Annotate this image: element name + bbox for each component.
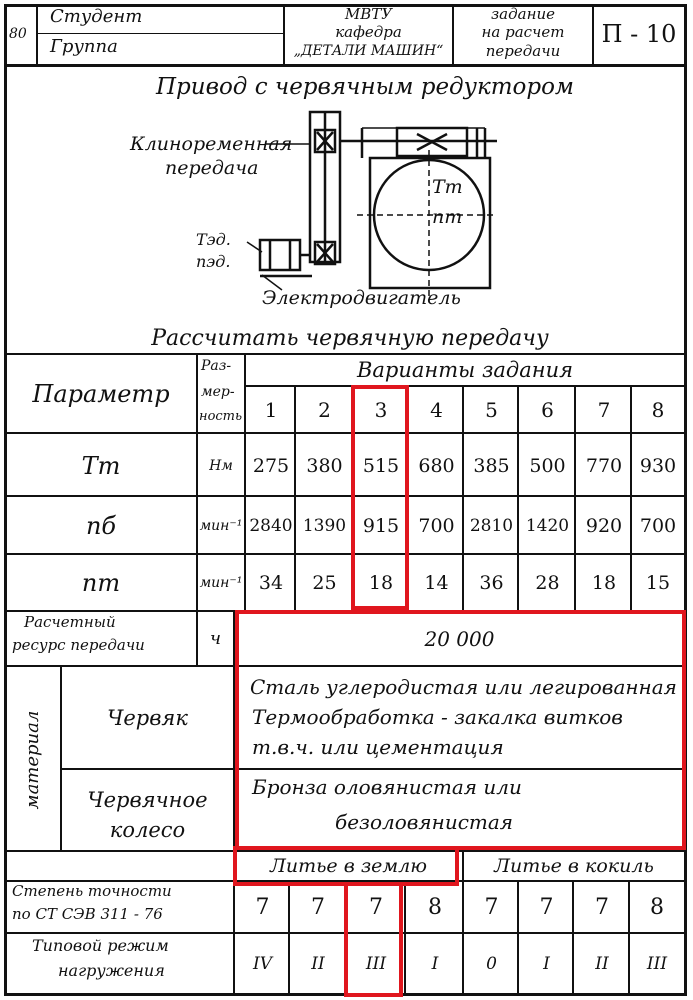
table-cell: 1420: [525, 516, 570, 536]
load-value: II: [311, 953, 325, 974]
table-cell: 18: [591, 571, 617, 594]
wheel-material-1: Бронза оловянистая или: [252, 775, 522, 799]
output-speed-label: nт: [432, 206, 463, 228]
task-line-2: на расчет: [481, 23, 565, 41]
accuracy-value: 7: [595, 894, 609, 920]
load-label-2: нагружения: [58, 961, 165, 980]
table-cell: 275: [252, 454, 290, 477]
variant-number-2: 2: [318, 397, 331, 422]
worm-material-3: т.в.ч. или цементация: [252, 735, 504, 759]
task-code: П - 10: [601, 20, 677, 48]
header-bottom-line: [4, 64, 687, 67]
task-line-3: передачи: [485, 42, 561, 60]
casting-chill: Литье в кокиль: [494, 855, 654, 877]
load-value: IV: [253, 953, 272, 974]
param-unit: мин⁻¹: [199, 574, 243, 591]
belt-label-line-2: передача: [165, 157, 259, 179]
accuracy-label-1: Степень точности: [12, 882, 172, 900]
load-label-1: Типовой режим: [32, 936, 169, 955]
highlight-resource-material: [235, 610, 686, 850]
accuracy-value: 7: [539, 894, 554, 920]
table-cell: 18: [368, 571, 394, 594]
param-name: Tт: [81, 451, 121, 480]
table-cell: 680: [418, 454, 455, 477]
worm-label: Червяк: [107, 705, 188, 730]
param-header: Параметр: [32, 379, 170, 408]
dim-header-1: Раз-: [201, 358, 232, 374]
resource-value: 20 000: [424, 626, 495, 651]
load-value: III: [365, 953, 387, 974]
wheel-label-2: колесо: [109, 818, 186, 842]
load-value: 0: [486, 953, 497, 974]
table-cell: 385: [473, 454, 510, 477]
variant-number-6: 6: [541, 397, 554, 422]
resource-label-2: ресурс передачи: [12, 636, 145, 654]
student-label: Студент: [50, 6, 143, 27]
variants-header: Варианты задания: [356, 358, 574, 382]
accuracy-value: 7: [484, 894, 499, 920]
worm-material-2: Термообработка - закалка витков: [252, 705, 623, 729]
table-cell: 1390: [302, 516, 347, 536]
institute-line-2: кафедра: [335, 23, 402, 41]
param-unit: Нм: [209, 457, 233, 474]
material-label: материал: [21, 710, 43, 810]
page-number: 80: [9, 26, 27, 42]
table-cell: 25: [312, 571, 337, 594]
table-cell: 915: [362, 515, 400, 537]
worm-material-1: Сталь углеродистая или легированная: [250, 675, 677, 699]
motor-speed-label: nэд.: [196, 252, 231, 271]
table-cell: 920: [585, 515, 623, 537]
accuracy-value: 7: [311, 894, 325, 920]
accuracy-value: 8: [428, 894, 442, 920]
table-cell: 15: [645, 571, 671, 594]
accuracy-label-2: по СТ СЭВ 311 - 76: [12, 905, 163, 923]
wheel-material-2: безоловянистая: [335, 810, 514, 834]
table-cell: 515: [362, 454, 400, 477]
load-value: I: [431, 953, 439, 974]
variant-number-3: 3: [374, 397, 388, 422]
resource-unit: ч: [209, 628, 222, 649]
table-cell: 930: [639, 454, 677, 477]
variant-number-8: 8: [651, 397, 665, 422]
variant-number-4: 4: [430, 397, 443, 422]
table-cell: 34: [258, 571, 284, 594]
belt-label-line-1: Клиноременная: [130, 133, 293, 155]
group-label: Группа: [50, 36, 118, 57]
table-cell: 28: [535, 571, 560, 594]
param-name: nт: [81, 568, 121, 597]
variant-number-7: 7: [597, 397, 611, 422]
casting-sand: Литье в землю: [269, 855, 428, 877]
load-value: III: [646, 953, 668, 974]
table-cell: 700: [418, 515, 455, 537]
output-torque-label: Tт: [432, 176, 463, 198]
motor-label: Электродвигатель: [262, 287, 461, 309]
accuracy-value: 7: [369, 894, 383, 920]
table-cell: 500: [529, 454, 566, 477]
load-value: I: [543, 953, 550, 974]
param-name: nб: [85, 512, 117, 540]
diagram-title: Привод с червячным редуктором: [155, 74, 575, 100]
task-text: Рассчитать червячную передачу: [151, 325, 549, 351]
dim-header-2: мер-: [201, 384, 235, 400]
variant-number-1: 1: [264, 397, 278, 422]
resource-label-1: Расчетный: [24, 613, 116, 631]
wheel-label-1: Червячное: [87, 788, 208, 812]
table-cell: 770: [585, 454, 623, 477]
table-cell: 700: [639, 515, 677, 537]
accuracy-value: 8: [650, 894, 664, 920]
motor-torque-label: Tэд.: [196, 230, 231, 249]
highlight-casting: [233, 846, 459, 886]
table-cell: 36: [479, 571, 504, 594]
table-cell: 2810: [469, 516, 514, 536]
table-cell: 14: [424, 571, 449, 594]
accuracy-value: 7: [255, 894, 270, 920]
table-cell: 380: [306, 454, 343, 477]
load-value: II: [595, 953, 609, 974]
institute-line-1: МВТУ: [344, 5, 393, 23]
task-line-1: задание: [491, 5, 555, 23]
institute-line-3: „ДЕТАЛИ МАШИН“: [293, 43, 444, 59]
dim-header-3: ность: [199, 409, 243, 424]
param-unit: мин⁻¹: [199, 518, 243, 534]
variant-number-5: 5: [485, 397, 498, 422]
table-cell: 2840: [249, 516, 293, 536]
